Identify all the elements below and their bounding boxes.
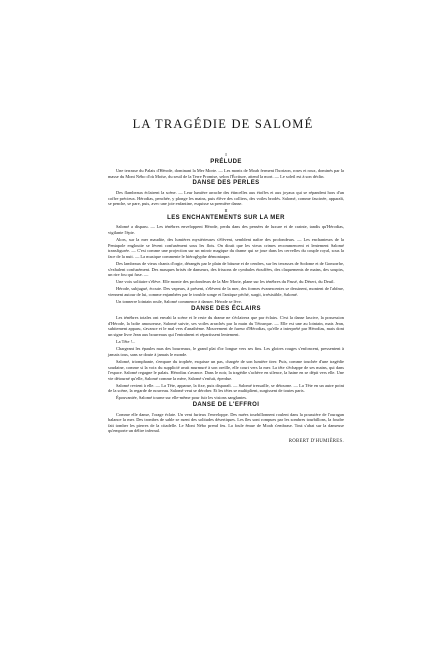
- paragraph: Salomé revient à elle. — La Tête, apparue, la fixe, puis disparaît. — Salomé tressaille, se détourne. — La Tête en un autre point de la scène, la regarde de nouveau. Salomé veut se dérober. Et les têtes se multiplient, surgissent de toutes parts.: [108, 382, 344, 394]
- paragraph: Des flambeaux éclairent la scène. — Leur lumière arrache des étincelles aux étoffes et aux joyaux qui se répandent hors d'un coffre précieux. Hérodias, penchée, y plonge les mains, puis élève des colliers, des voiles brodés. Salomé, comme fascinée, apparaît, se penche, se pare, puis, avec une joie enfantine, esquisse sa première danse.: [108, 189, 344, 207]
- paragraph: Les ténèbres totales ont envahi la scène et le reste du drame ne s'éclairera que par éclairs. C'est la danse lascive, la possession d'Hérode, la boîte amoureuse, Salomé suivie, ses voiles arrachés par la main du Tétrarque. — Elle est une au lointain, mais Jean, subitement apparu, s'avance et le mal vers d'anathème. Mouvement de fureur d'Hérodias, qu'elle a interprété par Hérodias, mais dont un signe livre Jean aux bourreaux qui l'entraînent et répartissent lentement.: [108, 315, 344, 338]
- heading-danse-de-l-effroi: DANSE DE L'EFFROI: [192, 402, 260, 409]
- heading-prelude: PRÉLUDE: [210, 158, 242, 165]
- section-number: II: [224, 208, 228, 214]
- author-signature: ROBERT D'HUMIÈRES.: [288, 439, 344, 445]
- paragraph: Un tonnerre lointain roule, Salomé commence à danser. Hérode se lève.: [116, 299, 242, 305]
- paragraph: Hérode, subjugué, écoute. Des vapeurs, à présent, s'élèvent de la mer, des formes évanescentes se dessinent, montent de l'abîme, viennent autour de lui, comme enjambées par le trouble songe et l'antique péché, surgit, irrésistible, Salomé.: [108, 286, 344, 297]
- section-number: I: [225, 152, 227, 157]
- paragraph: Des lambeaux de vieux chants d'orgie, dérangés par le plain de bitume et de cendres, sur les terrasses de Sodome et de Gomorrhe, s'exhalent confusément. Des masques brisés de danseurs, des frissons de cymbales étouffées, des claquements de mains, des soupirs, un rire fou qui fuse. —: [108, 261, 344, 278]
- paragraph: Chargeant les épaules mas des bourreaux, le grand plat d'or longue vers ses fins. Les gloires rouges s'enfoncent, pressentent à jamais tous, sans se doute à jamais le monde.: [108, 346, 344, 357]
- paragraph: Comme elle danse, l'orage éclate. Un vent furieux l'enveloppe. Des nuées tourbillonnent roulent dans la poussière de l'ouragan balance la mer. Des trombes de sable se ruent des solitudes désertiques. Les îles sont rompues par les sombres tourbillons, la foudre fait tomber les pierres de la citadelle. Le Mont Nébo prend feu. La foule émue de Moab s'embrase. Tout s'abat sur la danseuse qu'emporte un délire infernal.: [108, 411, 344, 434]
- paragraph: Alors, sur la mer maudite, des lumières mystérieuses s'élèvent, semblent naître des profondeurs. — Les enchanteurs de la Pentapole engloutie se lèvent confusément sous les flots. On dirait que les vieux crimes recommencent et lentement Salomé transfigurée. — C'est comme une projection sur un miroir magique du drame qui se joue dans les cervelles du couple royal, sous la face de la nuit. — La musique commente le hiéroglyphe démoniaque.: [108, 237, 344, 259]
- paragraph: Salomé a disparu. — Les ténèbres enveloppent Hérode, perdu dans des pensées de luxure et de crainte, tandis qu'Hérodias, vigilante l'épie.: [108, 224, 344, 236]
- text-column: [108, 152, 344, 445]
- paragraph: Salomé, triomphante, s'empare du trophée, esquisse un pas, chargée de son lumière tirer. Puis, comme touchée d'une tragédie soudaine, comme si la voix du supplicié avait murmuré à son oreille, elle court vers la mer. La tête s'échappe de ses mains, qui dans l'espace. Salomé regagne le palais. Hérodias s'avance. Dans le noir, la tragédie s'achève en silence, la haine en se dépit vers elle. Une vie détourné qu'elle, Salomé comme la mère, Salomé s'enfuit, éperdue.: [108, 358, 344, 381]
- paragraph: Une terrasse du Palais d'Hérode, dominant la Mer Morte. — Les monts de Moab ferment l'horizon, roses et roux, dominés par la masse du Mont Nébo d'où Moïse, du seuil de la Terre Promise, selon l'Écriture, attend la mort. — Le soleil est à son déclin.: [108, 168, 344, 179]
- paragraph: Épouvantée, Salomé tourne sur elle-même pour fuir les visions sanglantes.: [116, 395, 248, 401]
- heading-danse-des-eclairs: DANSE DES ÉCLAIRS: [191, 305, 261, 312]
- paragraph: La Tête !...: [116, 339, 136, 345]
- document-title: LA TRAGÉDIE DE SALOMÉ: [132, 117, 314, 131]
- heading-enchantements: LES ENCHANTEMENTS SUR LA MER: [167, 214, 285, 221]
- heading-danse-des-perles: DANSE DES PERLES: [192, 180, 260, 187]
- paragraph: Une voix solitaire s'élève. Elle monte des profondeurs de la Mer Morte, plane sur les ténèbres du Passé, du Désert, du Deuil.: [116, 279, 335, 285]
